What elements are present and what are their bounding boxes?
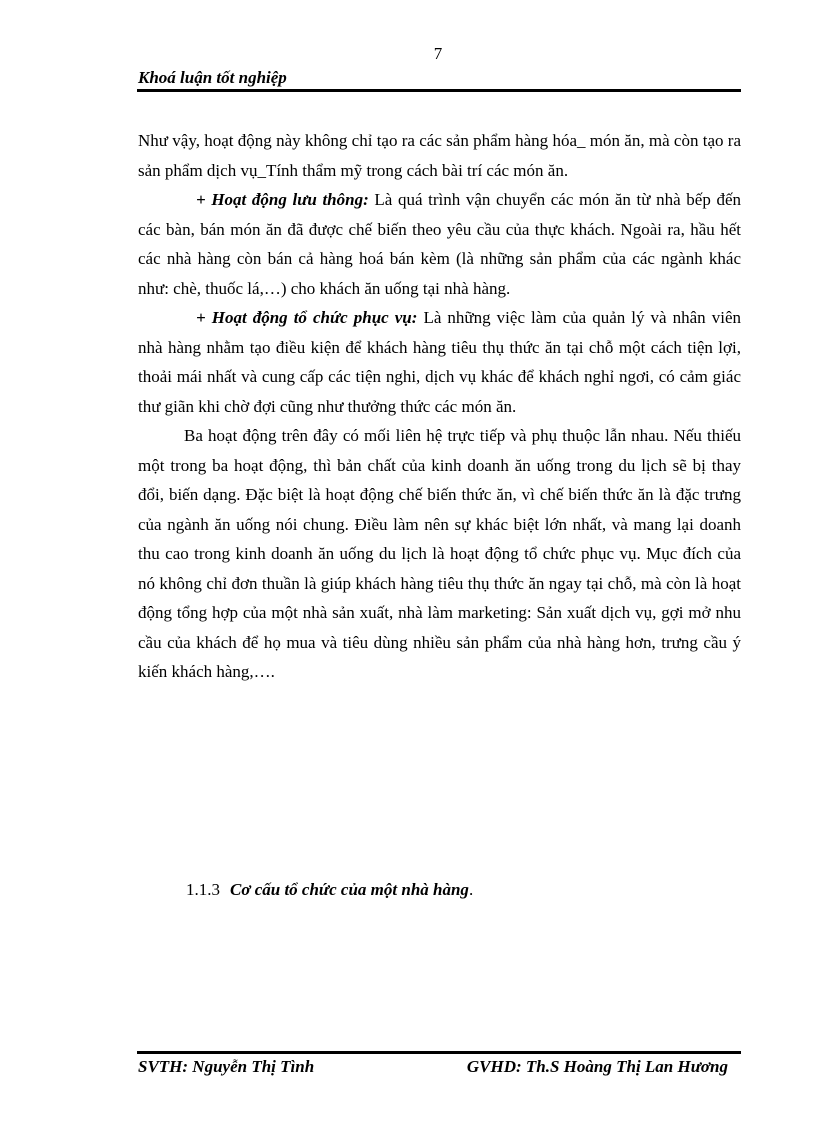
page-number: 7 [433, 44, 443, 63]
paragraph-2-text: Là quá trình vận chuyển các món ăn từ nhà bếp đến các bàn, bán món ăn đã được chế biến theo yêu cầu của thực khách. Ngoài ra, hầu hết các nhà hàng còn bán cả hàng hoá bán kèm (là những sản phẩm của các ngành khác như: chè, thuốc lá,…) cho khách ăn uống tại nhà hàng. [138, 190, 741, 298]
paragraph-4: Ba hoạt động trên đây có mối liên hệ trực tiếp và phụ thuộc lẫn nhau. Nếu thiếu một trong ba hoạt động, thì bản chất của kinh doanh ăn uống trong du lịch sẽ bị thay đổi, biến dạng. Đặc biệt là hoạt động chế biến thức ăn, vì chế biến thức ăn là đặc trưng của ngành ăn uống nói chung. Điều làm nên sự khác biệt lớn nhất, và mang lại doanh thu cao trong kinh doanh ăn uống du lịch là hoạt động tổ chức phục vụ. Mục đích của nó không chỉ đơn thuần là giúp khách hàng tiêu thụ thức ăn ngay tại chỗ, mà còn là hoạt động tổng hợp của một nhà sản xuất, nhà làm marketing: Sản xuất dịch vụ, gợi mở nhu cầu của khách để họ mua và tiêu dùng nhiều sản phẩm của nhà hàng hơn, trưng cầu ý kiến khách hàng,…. [138, 426, 741, 681]
paragraph-1: Như vậy, hoạt động này không chỉ tạo ra các sản phẩm hàng hóa_ món ăn, mà còn tạo ra sản phẩm dịch vụ_Tính thẩm mỹ trong cách bài trí các món ăn. [138, 131, 741, 180]
paragraph-2-label: + Hoạt động lưu thông: [196, 190, 369, 209]
section-heading [186, 880, 473, 900]
footer-advisor: GVHD: Th.S Hoàng Thị Lan Hương [466, 1057, 728, 1076]
section-number: 1.1.3 [186, 880, 220, 899]
section-title: Cơ cấu tổ chức của một nhà hàng [230, 880, 469, 899]
header-rule [137, 89, 741, 92]
header-title: Khoá luận tốt nghiệp [138, 68, 287, 87]
body-text [138, 126, 741, 687]
paragraph-2 [138, 185, 741, 303]
paragraph-3-label: + Hoạt động tổ chức phục vụ: [196, 308, 418, 327]
footer-rule [137, 1051, 741, 1054]
paragraph-3 [138, 303, 741, 421]
paragraph-3-text: Là những việc làm của quản lý và nhân viên nhà hàng nhằm tạo điều kiện để khách hàng tiêu thụ thức ăn tại chỗ một cách tiện lợi, thoải mái nhất và cung cấp các tiện nghi, dịch vụ khác để khách nghỉ ngơi, có cảm giác thư giãn khi chờ đợi cũng như thưởng thức các món ăn. [138, 308, 741, 416]
footer-student: SVTH: Nguyễn Thị Tình [138, 1057, 315, 1076]
section-end: . [468, 880, 474, 899]
